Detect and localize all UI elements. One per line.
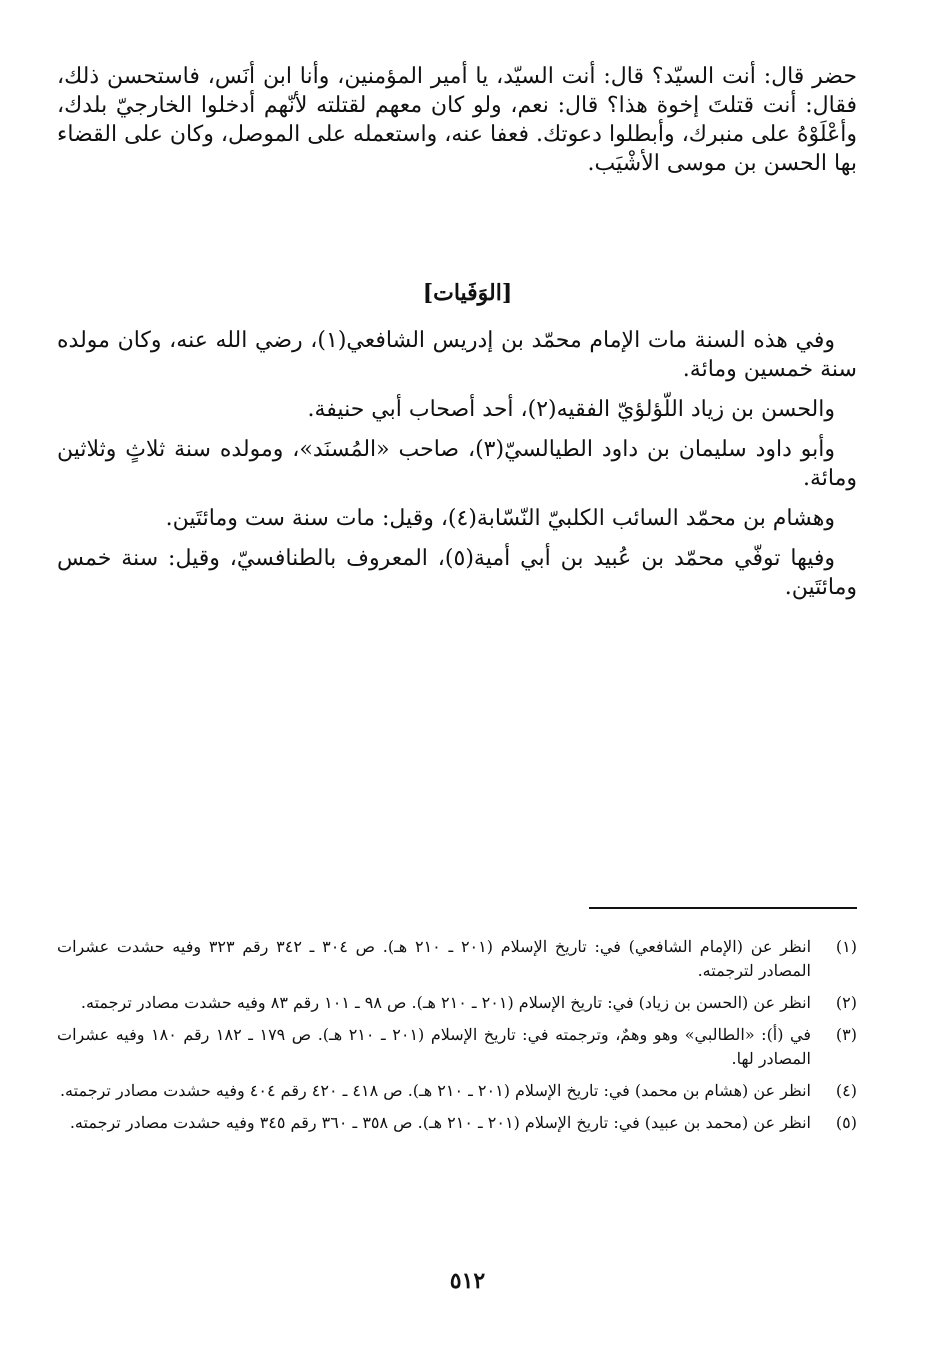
- footnote-text: انظر عن (الإمام الشافعي) في: تاريخ الإسلام (٢٠١ ـ ٢١٠ هـ). ص ٣٠٤ ـ ٣٤٢ رقم ٣٢٣ وفيه حشدت عشرات المصادر لترجمته.: [57, 937, 812, 980]
- intro-paragraph: حضر قال: أنت السيّد؟ قال: أنت السيّد، يا أمير المؤمنين، وأنا ابن أنَس، فاستحسن ذلك، فقال: أنت قتلتَ إخوة هذا؟ قال: نعم، ولو كان معهم لقتلته لأنّهم أدخلوا الخارجيّ بلدك، وأعْلَوْهُ على منبرك، وأبطلوا دعوتك. فعفا عنه، واستعمله على الموصل، وكان على القضاء بها الحسن بن موسى الأشْيَب.: [57, 64, 857, 176]
- footnote-text: انظر عن (هشام بن محمد) في: تاريخ الإسلام (٢٠١ ـ ٢١٠ هـ). ص ٤١٨ ـ ٤٢٠ رقم ٤٠٤ وفيه حشدت مصادر ترجمته.: [59, 1081, 811, 1100]
- obituary-entry: وهشام بن محمّد السائب الكلبيّ النّسّابة(٤)، وقيل: مات سنة ست ومائتَين.: [165, 506, 835, 531]
- footnote: [57, 1023, 857, 1071]
- footnote-number: (٢): [835, 993, 857, 1012]
- footnote-number: (٤): [835, 1081, 857, 1100]
- obituary-entry: وفي هذه السنة مات الإمام محمّد بن إدريس الشافعي(١)، رضي الله عنه، وكان مولده سنة خمسين ومائة.: [57, 328, 857, 382]
- footnote: [57, 935, 857, 983]
- obituary-entry: وأبو داود سليمان بن داود الطيالسيّ(٣)، صاحب «المُسنَد»، ومولده سنة ثلاثٍ وثلاثين ومائة.: [57, 437, 857, 491]
- footnote-text: انظر عن (محمد بن عبيد) في: تاريخ الإسلام (٢٠١ ـ ٢١٠ هـ). ص ٣٥٨ ـ ٣٦٠ رقم ٣٤٥ وفيه حشدت مصادر ترجمته.: [69, 1113, 811, 1132]
- footnote: [57, 1111, 857, 1135]
- obituary-entry: والحسن بن زياد اللّؤلؤيّ الفقيه(٢)، أحد أصحاب أبي حنيفة.: [307, 397, 835, 422]
- obituary-entry: وفيها توفّي محمّد بن عُبيد بن أبي أمية(٥)، المعروف بالطنافسيّ، وقيل: سنة خمس ومائتَين.: [57, 546, 857, 600]
- footnotes-block: [57, 935, 857, 1143]
- main-text-block: [57, 62, 857, 178]
- section-heading: [الوَفَيات]: [422, 280, 513, 306]
- footnote: [57, 1079, 857, 1103]
- footnote-text: انظر عن (الحسن بن زياد) في: تاريخ الإسلام (٢٠١ ـ ٢١٠ هـ). ص ٩٨ ـ ١٠١ رقم ٨٣ وفيه حشدت مصادر ترجمته.: [80, 993, 811, 1012]
- footnote: [57, 991, 857, 1015]
- page-number: ٥١٢: [449, 1268, 486, 1294]
- footnote-text: في (أ): «الطالبي» وهو وهمٌ، وترجمته في: تاريخ الإسلام (٢٠١ ـ ٢١٠ هـ). ص ١٧٩ ـ ١٨٢ رقم ١٨٠ وفيه عشرات المصادر لها.: [57, 1025, 812, 1068]
- footnote-number: (١): [835, 937, 857, 956]
- footnote-number: (٣): [835, 1025, 857, 1044]
- footnote-divider: [589, 907, 857, 909]
- obituaries-list: [57, 326, 857, 613]
- footnote-number: (٥): [835, 1113, 857, 1132]
